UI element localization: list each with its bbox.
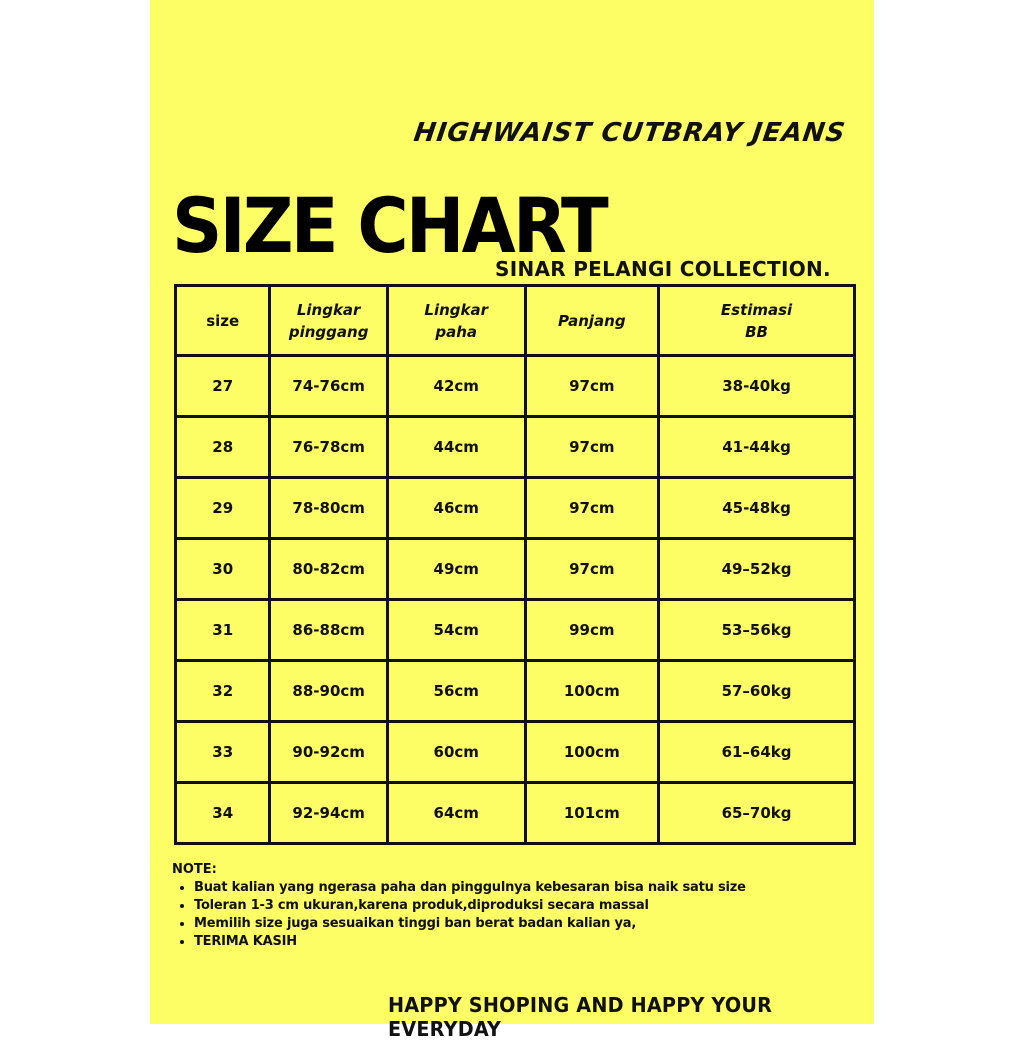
cell-thigh: 46cm xyxy=(389,479,527,540)
cell-weight: 65–70kg xyxy=(660,784,856,845)
cell-thigh: 64cm xyxy=(389,784,527,845)
cell-waist: 92-94cm xyxy=(271,784,389,845)
cell-thigh: 44cm xyxy=(389,418,527,479)
cell-thigh: 49cm xyxy=(389,540,527,601)
table-row xyxy=(177,784,856,845)
cell-weight: 49–52kg xyxy=(660,540,856,601)
cell-size: 30 xyxy=(177,540,271,601)
size-chart-poster xyxy=(150,0,874,1041)
cell-weight: 57–60kg xyxy=(660,662,856,723)
cell-length: 97cm xyxy=(527,418,661,479)
product-subtitle: HIGHWAIST CUTBRAY JEANS xyxy=(411,118,848,148)
cell-waist: 90-92cm xyxy=(271,723,389,784)
cell-weight: 53–56kg xyxy=(660,601,856,662)
header-line2: pinggang xyxy=(288,322,369,341)
header-length xyxy=(527,287,661,357)
table-row xyxy=(177,418,856,479)
cell-size: 28 xyxy=(177,418,271,479)
header-line2: paha xyxy=(435,322,478,341)
table-header-row xyxy=(177,287,856,357)
header-line1: Lingkar xyxy=(424,300,489,319)
cell-waist: 74-76cm xyxy=(271,357,389,418)
table-row xyxy=(177,601,856,662)
note-item: • Toleran 1-3 cm ukuran,karena produk,diproduksi secara massal xyxy=(194,897,852,915)
cell-size: 31 xyxy=(177,601,271,662)
cell-weight: 45-48kg xyxy=(660,479,856,540)
cell-thigh: 42cm xyxy=(389,357,527,418)
cell-weight: 41-44kg xyxy=(660,418,856,479)
cell-waist: 86-88cm xyxy=(271,601,389,662)
header-line1: Panjang xyxy=(558,311,626,330)
cell-length: 101cm xyxy=(527,784,661,845)
header-line1: Lingkar xyxy=(296,300,361,319)
cell-thigh: 54cm xyxy=(389,601,527,662)
header-waist xyxy=(271,287,389,357)
cell-waist: 76-78cm xyxy=(271,418,389,479)
cell-length: 100cm xyxy=(527,662,661,723)
cell-thigh: 56cm xyxy=(389,662,527,723)
brand-name: SINAR PELANGI COLLECTION. xyxy=(495,257,831,281)
cell-waist: 80-82cm xyxy=(271,540,389,601)
cell-size: 27 xyxy=(177,357,271,418)
footer-slogan: HAPPY SHOPING AND HAPPY YOUR EVERYDAY xyxy=(388,993,773,1041)
note-list xyxy=(172,879,852,951)
header-thigh xyxy=(389,287,527,357)
note-section xyxy=(172,862,852,951)
cell-length: 97cm xyxy=(527,357,661,418)
note-item: • Buat kalian yang ngerasa paha dan pinggulnya kebesaran bisa naik satu size xyxy=(194,879,852,897)
cell-length: 97cm xyxy=(527,479,661,540)
cell-length: 99cm xyxy=(527,601,661,662)
note-item: • Memilih size juga sesuaikan tinggi ban berat badan kalian ya, xyxy=(194,915,852,933)
cell-size: 34 xyxy=(177,784,271,845)
cell-size: 29 xyxy=(177,479,271,540)
size-table xyxy=(174,284,856,845)
cell-size: 33 xyxy=(177,723,271,784)
header-line2: BB xyxy=(745,322,768,341)
cell-weight: 38-40kg xyxy=(660,357,856,418)
table-row xyxy=(177,357,856,418)
cell-length: 97cm xyxy=(527,540,661,601)
header-line1: size xyxy=(206,311,240,330)
note-item: • TERIMA KASIH xyxy=(194,933,852,951)
page-title: SIZE CHART xyxy=(172,181,606,270)
header-weight xyxy=(660,287,856,357)
cell-size: 32 xyxy=(177,662,271,723)
cell-length: 100cm xyxy=(527,723,661,784)
table-row xyxy=(177,479,856,540)
note-label: NOTE: xyxy=(172,862,217,877)
cell-waist: 78-80cm xyxy=(271,479,389,540)
table-row xyxy=(177,723,856,784)
header-size xyxy=(177,287,271,357)
table-row xyxy=(177,662,856,723)
cell-thigh: 60cm xyxy=(389,723,527,784)
header-line1: Estimasi xyxy=(720,300,793,319)
table-row xyxy=(177,540,856,601)
cell-waist: 88-90cm xyxy=(271,662,389,723)
cell-weight: 61–64kg xyxy=(660,723,856,784)
